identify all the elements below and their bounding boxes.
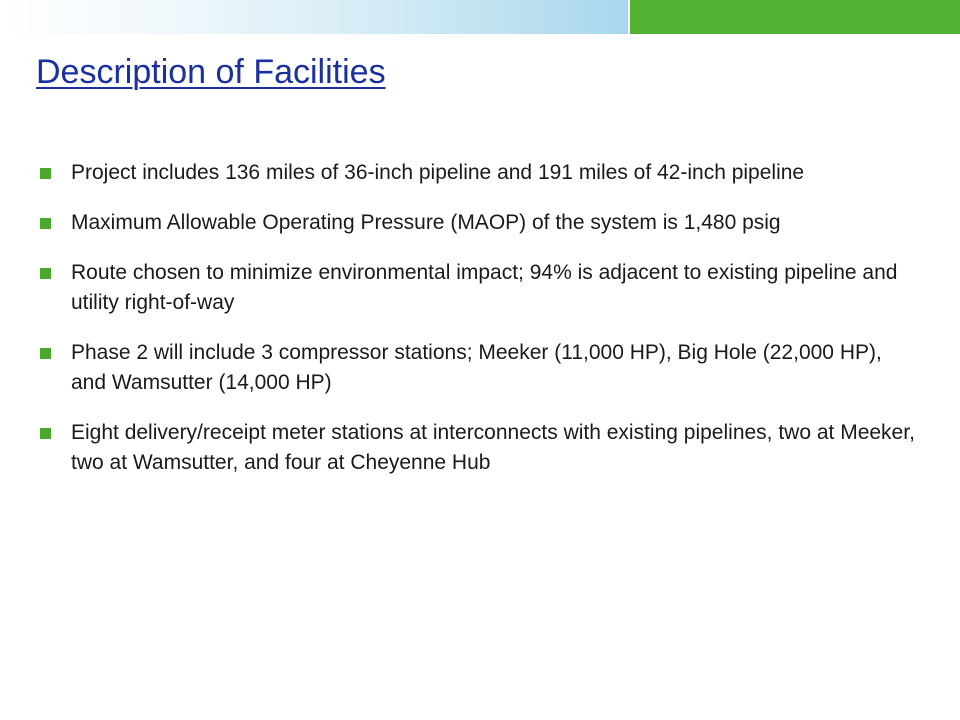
bullet-item bbox=[40, 158, 920, 188]
square-bullet-icon bbox=[40, 428, 51, 439]
square-bullet-icon bbox=[40, 218, 51, 229]
bullet-item bbox=[40, 418, 920, 478]
bullet-item bbox=[40, 208, 920, 238]
bullet-text: Eight delivery/receipt meter stations at interconnects with existing pipelines, two at Meeker, two at Wamsutter, and four at Cheyenne Hub bbox=[71, 421, 915, 474]
bullet-text: Phase 2 will include 3 compressor stations; Meeker (11,000 HP), Big Hole (22,000 HP), and Wamsutter (14,000 HP) bbox=[71, 341, 882, 394]
bullet-text: Project includes 136 miles of 36-inch pipeline and 191 miles of 42-inch pipeline bbox=[71, 161, 805, 184]
bullet-text: Maximum Allowable Operating Pressure (MAOP) of the system is 1,480 psig bbox=[71, 211, 781, 234]
bullet-text: Route chosen to minimize environmental impact; 94% is adjacent to existing pipeline and utility right-of-way bbox=[71, 261, 898, 314]
square-bullet-icon bbox=[40, 348, 51, 359]
square-bullet-icon bbox=[40, 268, 51, 279]
square-bullet-icon bbox=[40, 168, 51, 179]
bullet-item bbox=[40, 258, 920, 318]
top-green-band bbox=[630, 0, 960, 34]
slide-title: Description of Facilities bbox=[36, 53, 386, 91]
top-blue-gradient-band bbox=[0, 0, 628, 34]
bullet-item bbox=[40, 338, 920, 398]
top-header-band bbox=[0, 0, 960, 34]
bullet-list bbox=[40, 158, 920, 498]
